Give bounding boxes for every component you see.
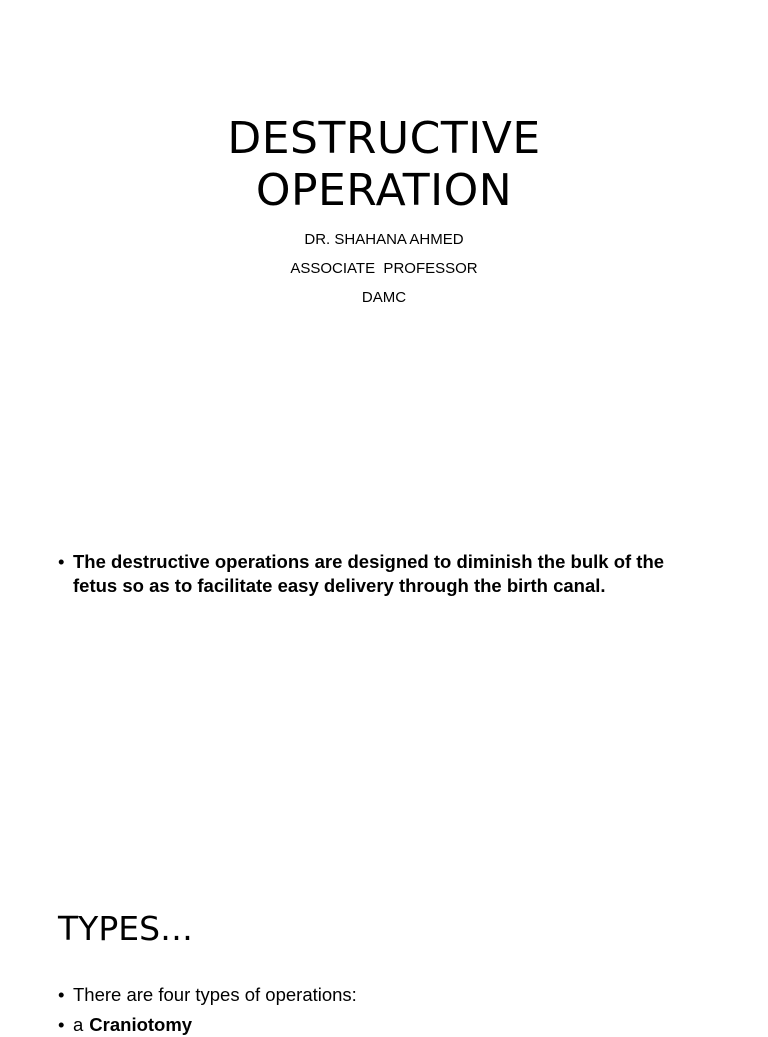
types-heading: TYPES… bbox=[58, 909, 194, 948]
bullet-marker: • bbox=[58, 551, 65, 572]
craniotomy-item bbox=[58, 1013, 708, 1037]
definition-text: The destructive operations are designed to diminish the bulk of the fetus so as to facilitate easy delivery through the birth canal. bbox=[73, 551, 665, 596]
slide-title-line-2: OPERATION bbox=[255, 165, 513, 216]
author-name: DR. SHAHANA AHMED bbox=[304, 231, 464, 248]
title-slide bbox=[0, 0, 768, 432]
bullet-marker: • bbox=[58, 984, 65, 1005]
slide-title-line-1: DESTRUCTIVE bbox=[227, 113, 541, 164]
author-institution: DAMC bbox=[361, 289, 407, 306]
sub-bullet-marker: a bbox=[73, 1014, 84, 1035]
craniotomy-bullet bbox=[58, 1013, 708, 1037]
bullet-marker: • bbox=[58, 1014, 65, 1035]
types-intro-text: There are four types of operations: bbox=[73, 984, 357, 1005]
types-slide bbox=[0, 880, 768, 1035]
types-intro-bullet bbox=[58, 983, 708, 1007]
craniotomy-text: Craniotomy bbox=[89, 1014, 193, 1035]
definition-bullet bbox=[58, 550, 708, 598]
author-position: ASSOCIATE PROFESSOR bbox=[290, 260, 478, 277]
definition-slide bbox=[0, 512, 768, 712]
